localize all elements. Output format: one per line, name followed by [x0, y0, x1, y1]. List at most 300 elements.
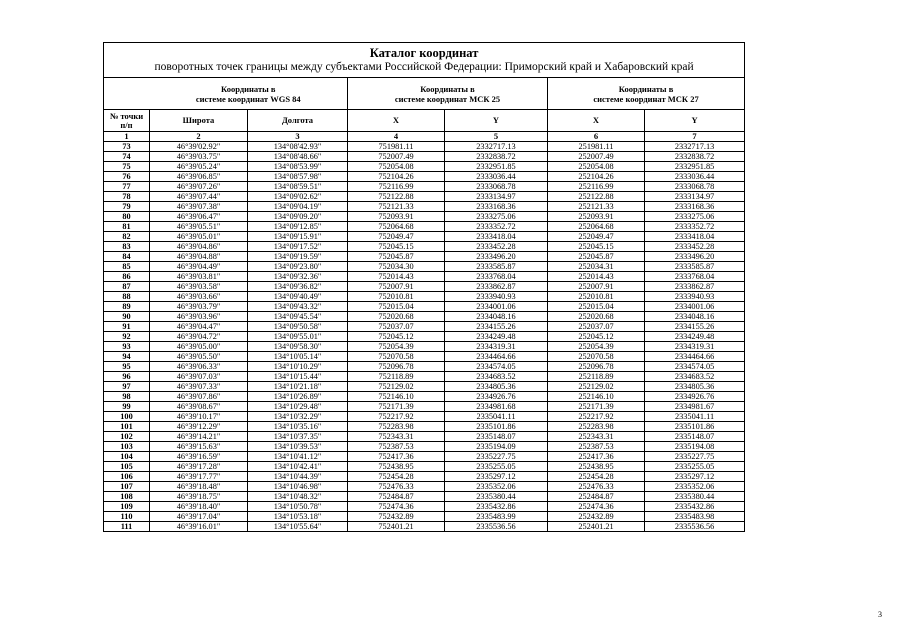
- table-row: [104, 162, 745, 172]
- msk25-y-cell: 2333352.72: [445, 222, 548, 232]
- longitude-cell: 134°10'37.35": [248, 432, 348, 442]
- table-row: [104, 332, 745, 342]
- msk25-x-cell: 752045.15: [348, 242, 445, 252]
- msk27-y-cell: 2334574.05: [645, 362, 745, 372]
- latitude-cell: 46°39'17.04": [150, 512, 248, 522]
- latitude-cell: 46°39'05.01": [150, 232, 248, 242]
- longitude-cell: 134°09'12.85": [248, 222, 348, 232]
- table-row: [104, 372, 745, 382]
- latitude-cell: 46°39'04.72": [150, 332, 248, 342]
- table-row: [104, 272, 745, 282]
- latitude-cell: 46°39'15.63": [150, 442, 248, 452]
- msk25-x-cell: 752037.07: [348, 322, 445, 332]
- longitude-cell: 134°10'05.14": [248, 352, 348, 362]
- latitude-cell: 46°39'14.21": [150, 432, 248, 442]
- msk25-y-cell: 2332951.85: [445, 162, 548, 172]
- msk25-y-cell: 2335432.86: [445, 502, 548, 512]
- msk27-y-cell: 2333585.87: [645, 262, 745, 272]
- column-number: 1: [104, 132, 150, 142]
- msk25-y-cell: 2333452.28: [445, 242, 548, 252]
- msk27-x-cell: 252116.99: [548, 182, 645, 192]
- table-row: [104, 342, 745, 352]
- msk27-x-cell: 252118.89: [548, 372, 645, 382]
- point-number-cell: 92: [104, 332, 150, 342]
- point-number-cell: 89: [104, 302, 150, 312]
- longitude-cell: 134°09'15.91": [248, 232, 348, 242]
- longitude-cell: 134°10'41.12": [248, 452, 348, 462]
- group-header-msk27: Координаты в системе координат МСК 27: [548, 78, 745, 110]
- longitude-cell: 134°10'39.53": [248, 442, 348, 452]
- msk25-y-cell: 2334464.66: [445, 352, 548, 362]
- msk25-x-cell: 752007.49: [348, 152, 445, 162]
- msk27-y-cell: 2334048.16: [645, 312, 745, 322]
- point-number-cell: 75: [104, 162, 150, 172]
- column-number: 3: [248, 132, 348, 142]
- latitude-cell: 46°39'10.17": [150, 412, 248, 422]
- msk27-y-cell: 2335101.86: [645, 422, 745, 432]
- table-row: [104, 392, 745, 402]
- table-row: [104, 482, 745, 492]
- longitude-cell: 134°10'46.98": [248, 482, 348, 492]
- point-number-cell: 84: [104, 252, 150, 262]
- msk25-y-cell: 2335041.11: [445, 412, 548, 422]
- column-header-point-number: № точки п/п: [104, 110, 150, 132]
- msk27-y-cell: 2335536.56: [645, 522, 745, 532]
- msk27-y-cell: 2333168.36: [645, 202, 745, 212]
- msk25-y-cell: 2334805.36: [445, 382, 548, 392]
- msk27-y-cell: 2333768.04: [645, 272, 745, 282]
- longitude-cell: 134°09'19.59": [248, 252, 348, 262]
- msk27-y-cell: 2333418.04: [645, 232, 745, 242]
- msk25-x-cell: 752121.33: [348, 202, 445, 212]
- column-header-latitude: Широта: [150, 110, 248, 132]
- msk25-x-cell: 752020.68: [348, 312, 445, 322]
- msk27-x-cell: 252049.47: [548, 232, 645, 242]
- longitude-cell: 134°08'53.99": [248, 162, 348, 172]
- msk25-x-cell: 752096.78: [348, 362, 445, 372]
- msk25-x-cell: 752454.28: [348, 472, 445, 482]
- msk27-x-cell: 252283.98: [548, 422, 645, 432]
- point-number-cell: 91: [104, 322, 150, 332]
- column-number: 5: [445, 132, 548, 142]
- msk27-y-cell: 2334319.31: [645, 342, 745, 352]
- table-row: [104, 242, 745, 252]
- msk25-y-cell: 2334001.06: [445, 302, 548, 312]
- longitude-cell: 134°10'21.18": [248, 382, 348, 392]
- point-number-cell: 90: [104, 312, 150, 322]
- table-row: [104, 152, 745, 162]
- msk25-x-cell: 752484.87: [348, 492, 445, 502]
- group-header-wgs84: Координаты в системе координат WGS 84: [150, 78, 348, 110]
- msk25-x-cell: 752054.08: [348, 162, 445, 172]
- msk25-x-cell: 752116.99: [348, 182, 445, 192]
- msk25-y-cell: 2335483.99: [445, 512, 548, 522]
- point-number-cell: 79: [104, 202, 150, 212]
- longitude-cell: 134°09'55.01": [248, 332, 348, 342]
- latitude-cell: 46°39'08.67": [150, 402, 248, 412]
- title-row: [104, 43, 745, 78]
- catalog-title: Каталог координат: [369, 46, 479, 60]
- latitude-cell: 46°39'03.79": [150, 302, 248, 312]
- msk27-x-cell: 252417.36: [548, 452, 645, 462]
- column-number: 4: [348, 132, 445, 142]
- msk25-y-cell: 2334683.52: [445, 372, 548, 382]
- point-number-cell: 107: [104, 482, 150, 492]
- msk27-y-cell: 2333036.44: [645, 172, 745, 182]
- latitude-cell: 46°39'02.92": [150, 142, 248, 152]
- msk25-x-cell: 752064.68: [348, 222, 445, 232]
- table-row: [104, 322, 745, 332]
- table-row: [104, 432, 745, 442]
- latitude-cell: 46°39'06.47": [150, 212, 248, 222]
- msk27-x-cell: 252015.04: [548, 302, 645, 312]
- point-number-cell: 94: [104, 352, 150, 362]
- point-number-cell: 87: [104, 282, 150, 292]
- table-row: [104, 172, 745, 182]
- msk27-y-cell: 2335255.05: [645, 462, 745, 472]
- table-row: [104, 212, 745, 222]
- latitude-cell: 46°39'05.00": [150, 342, 248, 352]
- point-number-cell: 104: [104, 452, 150, 462]
- msk25-x-cell: 752007.91: [348, 282, 445, 292]
- msk27-y-cell: 2333940.93: [645, 292, 745, 302]
- msk27-x-cell: 252054.08: [548, 162, 645, 172]
- point-number-cell: 74: [104, 152, 150, 162]
- latitude-cell: 46°39'03.66": [150, 292, 248, 302]
- point-number-cell: 83: [104, 242, 150, 252]
- group-header-msk25: Координаты в системе координат МСК 25: [348, 78, 548, 110]
- msk25-x-cell: 752217.92: [348, 412, 445, 422]
- point-number-cell: 110: [104, 512, 150, 522]
- table-row: [104, 502, 745, 512]
- group-spacer: [104, 78, 150, 110]
- msk27-y-cell: 2335297.12: [645, 472, 745, 482]
- msk25-x-cell: 752401.21: [348, 522, 445, 532]
- longitude-cell: 134°09'04.19": [248, 202, 348, 212]
- longitude-cell: 134°10'44.39": [248, 472, 348, 482]
- msk27-x-cell: 252045.12: [548, 332, 645, 342]
- msk25-y-cell: 2335101.86: [445, 422, 548, 432]
- msk27-x-cell: 252096.78: [548, 362, 645, 372]
- latitude-cell: 46°39'07.44": [150, 192, 248, 202]
- msk25-y-cell: 2332838.72: [445, 152, 548, 162]
- msk27-y-cell: 2335041.11: [645, 412, 745, 422]
- point-number-cell: 95: [104, 362, 150, 372]
- latitude-cell: 46°39'04.88": [150, 252, 248, 262]
- msk25-x-cell: 752387.53: [348, 442, 445, 452]
- msk25-x-cell: 752054.39: [348, 342, 445, 352]
- latitude-cell: 46°39'03.75": [150, 152, 248, 162]
- msk25-x-cell: 752146.10: [348, 392, 445, 402]
- msk25-x-cell: 752034.30: [348, 262, 445, 272]
- latitude-cell: 46°39'06.33": [150, 362, 248, 372]
- point-number-cell: 96: [104, 372, 150, 382]
- msk27-x-cell: 252401.21: [548, 522, 645, 532]
- msk27-x-cell: 252070.58: [548, 352, 645, 362]
- point-number-cell: 109: [104, 502, 150, 512]
- msk27-y-cell: 2334155.26: [645, 322, 745, 332]
- longitude-cell: 134°09'58.30": [248, 342, 348, 352]
- msk25-y-cell: 2333496.20: [445, 252, 548, 262]
- msk25-x-cell: 752070.58: [348, 352, 445, 362]
- group-header-row: [104, 78, 745, 110]
- msk25-x-cell: 752432.89: [348, 512, 445, 522]
- longitude-cell: 134°10'53.18": [248, 512, 348, 522]
- msk27-x-cell: 252045.87: [548, 252, 645, 262]
- page-number: 3: [878, 610, 882, 619]
- msk27-x-cell: 252432.89: [548, 512, 645, 522]
- msk25-y-cell: 2335148.07: [445, 432, 548, 442]
- longitude-cell: 134°09'43.32": [248, 302, 348, 312]
- msk27-x-cell: 252045.15: [548, 242, 645, 252]
- msk27-x-cell: 252121.33: [548, 202, 645, 212]
- latitude-cell: 46°39'16.01": [150, 522, 248, 532]
- msk25-y-cell: 2333862.87: [445, 282, 548, 292]
- latitude-cell: 46°39'05.51": [150, 222, 248, 232]
- latitude-cell: 46°39'18.75": [150, 492, 248, 502]
- msk27-x-cell: 252104.26: [548, 172, 645, 182]
- table-row: [104, 362, 745, 372]
- latitude-cell: 46°39'03.81": [150, 272, 248, 282]
- msk25-y-cell: 2335536.56: [445, 522, 548, 532]
- point-number-cell: 81: [104, 222, 150, 232]
- longitude-cell: 134°09'50.58": [248, 322, 348, 332]
- point-number-cell: 97: [104, 382, 150, 392]
- msk27-y-cell: 2335380.44: [645, 492, 745, 502]
- longitude-cell: 134°08'48.66": [248, 152, 348, 162]
- msk25-y-cell: 2334319.31: [445, 342, 548, 352]
- table-row: [104, 252, 745, 262]
- msk25-y-cell: 2335227.75: [445, 452, 548, 462]
- latitude-cell: 46°39'03.96": [150, 312, 248, 322]
- table-row: [104, 262, 745, 272]
- longitude-cell: 134°10'32.29": [248, 412, 348, 422]
- table-row: [104, 232, 745, 242]
- msk25-x-cell: 752476.33: [348, 482, 445, 492]
- msk27-y-cell: 2332951.85: [645, 162, 745, 172]
- coordinates-catalog-table: [103, 42, 745, 532]
- msk25-y-cell: 2335194.09: [445, 442, 548, 452]
- longitude-cell: 134°10'48.32": [248, 492, 348, 502]
- table-row: [104, 182, 745, 192]
- msk25-x-cell: 751981.11: [348, 142, 445, 152]
- msk27-x-cell: 252171.39: [548, 402, 645, 412]
- msk27-x-cell: 252014.43: [548, 272, 645, 282]
- table-row: [104, 302, 745, 312]
- table-body: [104, 43, 745, 532]
- msk27-x-cell: 252064.68: [548, 222, 645, 232]
- msk27-x-cell: 252454.28: [548, 472, 645, 482]
- msk25-y-cell: 2333036.44: [445, 172, 548, 182]
- latitude-cell: 46°39'07.03": [150, 372, 248, 382]
- point-number-cell: 73: [104, 142, 150, 152]
- msk27-y-cell: 2333275.06: [645, 212, 745, 222]
- msk25-y-cell: 2334574.05: [445, 362, 548, 372]
- msk27-x-cell: 252034.31: [548, 262, 645, 272]
- msk27-x-cell: 252474.36: [548, 502, 645, 512]
- msk25-x-cell: 752045.12: [348, 332, 445, 342]
- msk27-y-cell: 2335194.08: [645, 442, 745, 452]
- msk27-x-cell: 252054.39: [548, 342, 645, 352]
- msk25-x-cell: 752122.88: [348, 192, 445, 202]
- msk25-x-cell: 752118.89: [348, 372, 445, 382]
- title-cell: [104, 43, 745, 78]
- msk25-y-cell: 2333940.93: [445, 292, 548, 302]
- column-header-msk27-x: X: [548, 110, 645, 132]
- msk27-y-cell: 2335352.06: [645, 482, 745, 492]
- msk27-y-cell: 2334981.67: [645, 402, 745, 412]
- latitude-cell: 46°39'04.86": [150, 242, 248, 252]
- msk27-y-cell: 2332717.13: [645, 142, 745, 152]
- column-number: 6: [548, 132, 645, 142]
- latitude-cell: 46°39'17.28": [150, 462, 248, 472]
- msk27-y-cell: 2335432.86: [645, 502, 745, 512]
- longitude-cell: 134°09'40.49": [248, 292, 348, 302]
- longitude-cell: 134°10'50.78": [248, 502, 348, 512]
- longitude-cell: 134°10'10.29": [248, 362, 348, 372]
- msk25-x-cell: 752343.31: [348, 432, 445, 442]
- latitude-cell: 46°39'05.50": [150, 352, 248, 362]
- point-number-cell: 88: [104, 292, 150, 302]
- latitude-cell: 46°39'04.49": [150, 262, 248, 272]
- point-number-cell: 82: [104, 232, 150, 242]
- msk25-x-cell: 752093.91: [348, 212, 445, 222]
- msk25-y-cell: 2335255.05: [445, 462, 548, 472]
- latitude-cell: 46°39'07.38": [150, 202, 248, 212]
- msk25-x-cell: 752010.81: [348, 292, 445, 302]
- msk27-x-cell: 252146.10: [548, 392, 645, 402]
- msk27-x-cell: 252037.07: [548, 322, 645, 332]
- msk27-x-cell: 252010.81: [548, 292, 645, 302]
- msk25-x-cell: 752014.43: [348, 272, 445, 282]
- table-row: [104, 142, 745, 152]
- table-row: [104, 382, 745, 392]
- table-row: [104, 442, 745, 452]
- column-header-msk25-y: Y: [445, 110, 548, 132]
- column-header-longitude: Долгота: [248, 110, 348, 132]
- msk27-x-cell: 252129.02: [548, 382, 645, 392]
- msk25-y-cell: 2334981.68: [445, 402, 548, 412]
- msk27-y-cell: 2333352.72: [645, 222, 745, 232]
- msk27-x-cell: 252093.91: [548, 212, 645, 222]
- msk27-y-cell: 2334926.76: [645, 392, 745, 402]
- point-number-cell: 100: [104, 412, 150, 422]
- msk27-x-cell: 251981.11: [548, 142, 645, 152]
- point-number-cell: 78: [104, 192, 150, 202]
- latitude-cell: 46°39'18.48": [150, 482, 248, 492]
- msk25-y-cell: 2333418.04: [445, 232, 548, 242]
- msk25-y-cell: 2335297.12: [445, 472, 548, 482]
- column-number: 7: [645, 132, 745, 142]
- msk25-x-cell: 752049.47: [348, 232, 445, 242]
- msk25-y-cell: 2334249.48: [445, 332, 548, 342]
- msk25-y-cell: 2333068.78: [445, 182, 548, 192]
- longitude-cell: 134°10'35.16": [248, 422, 348, 432]
- msk25-x-cell: 752171.39: [348, 402, 445, 412]
- msk25-y-cell: 2335380.44: [445, 492, 548, 502]
- msk25-y-cell: 2333768.04: [445, 272, 548, 282]
- column-number: 2: [150, 132, 248, 142]
- column-header-msk27-y: Y: [645, 110, 745, 132]
- table-row: [104, 522, 745, 532]
- msk25-x-cell: 752104.26: [348, 172, 445, 182]
- msk27-x-cell: 252476.33: [548, 482, 645, 492]
- msk25-y-cell: 2333134.97: [445, 192, 548, 202]
- longitude-cell: 134°10'29.48": [248, 402, 348, 412]
- msk27-x-cell: 252484.87: [548, 492, 645, 502]
- point-number-cell: 86: [104, 272, 150, 282]
- point-number-cell: 98: [104, 392, 150, 402]
- point-number-cell: 101: [104, 422, 150, 432]
- msk25-x-cell: 752283.98: [348, 422, 445, 432]
- msk25-x-cell: 752474.36: [348, 502, 445, 512]
- latitude-cell: 46°39'03.58": [150, 282, 248, 292]
- msk25-y-cell: 2333275.06: [445, 212, 548, 222]
- msk27-y-cell: 2333452.28: [645, 242, 745, 252]
- table-row: [104, 512, 745, 522]
- table-row: [104, 462, 745, 472]
- longitude-cell: 134°09'36.82": [248, 282, 348, 292]
- longitude-cell: 134°08'57.98": [248, 172, 348, 182]
- point-number-cell: 80: [104, 212, 150, 222]
- msk25-y-cell: 2334155.26: [445, 322, 548, 332]
- latitude-cell: 46°39'06.85": [150, 172, 248, 182]
- point-number-cell: 99: [104, 402, 150, 412]
- msk27-x-cell: 252007.91: [548, 282, 645, 292]
- point-number-cell: 111: [104, 522, 150, 532]
- msk27-y-cell: 2333134.97: [645, 192, 745, 202]
- table-row: [104, 452, 745, 462]
- msk27-y-cell: 2334683.52: [645, 372, 745, 382]
- table-row: [104, 282, 745, 292]
- table-row: [104, 192, 745, 202]
- table-row: [104, 472, 745, 482]
- msk27-y-cell: 2334805.36: [645, 382, 745, 392]
- longitude-cell: 134°10'55.64": [248, 522, 348, 532]
- catalog-subtitle: поворотных точек границы между субъектами Российской Федерации: Приморский край и Хабаровский край: [154, 61, 694, 73]
- msk27-y-cell: 2333068.78: [645, 182, 745, 192]
- latitude-cell: 46°39'16.59": [150, 452, 248, 462]
- msk25-x-cell: 752045.87: [348, 252, 445, 262]
- msk27-x-cell: 252343.31: [548, 432, 645, 442]
- msk25-y-cell: 2334926.76: [445, 392, 548, 402]
- point-number-cell: 108: [104, 492, 150, 502]
- point-number-cell: 102: [104, 432, 150, 442]
- latitude-cell: 46°39'12.29": [150, 422, 248, 432]
- msk25-y-cell: 2334048.16: [445, 312, 548, 322]
- point-number-cell: 77: [104, 182, 150, 192]
- latitude-cell: 46°39'05.24": [150, 162, 248, 172]
- msk25-x-cell: 752015.04: [348, 302, 445, 312]
- latitude-cell: 46°39'07.86": [150, 392, 248, 402]
- msk27-x-cell: 252387.53: [548, 442, 645, 452]
- longitude-cell: 134°10'26.89": [248, 392, 348, 402]
- column-header-msk25-x: X: [348, 110, 445, 132]
- msk25-x-cell: 752417.36: [348, 452, 445, 462]
- msk25-y-cell: 2335352.06: [445, 482, 548, 492]
- table-row: [104, 422, 745, 432]
- column-header-row: [104, 110, 745, 132]
- msk27-x-cell: 252007.49: [548, 152, 645, 162]
- table-row: [104, 402, 745, 412]
- msk27-x-cell: 252217.92: [548, 412, 645, 422]
- msk27-x-cell: 252020.68: [548, 312, 645, 322]
- msk25-x-cell: 752438.95: [348, 462, 445, 472]
- msk27-y-cell: 2334001.06: [645, 302, 745, 312]
- latitude-cell: 46°39'18.40": [150, 502, 248, 512]
- longitude-cell: 134°08'59.51": [248, 182, 348, 192]
- msk27-x-cell: 252438.95: [548, 462, 645, 472]
